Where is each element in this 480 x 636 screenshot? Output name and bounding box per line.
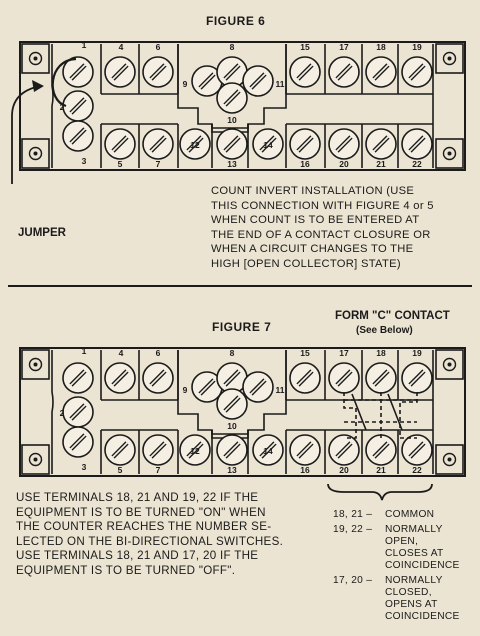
terminal-number: 18 [376,348,386,358]
screw-terminal [402,57,432,87]
screw-terminal [105,57,135,87]
screw-terminal [366,129,396,159]
mounting-hole-center [448,363,452,367]
figure-7-line: EQUIPMENT IS TO BE TURNED "OFF". [16,563,236,577]
screw-terminal [329,129,359,159]
screw-terminal [105,363,135,393]
terminal-number: 3 [81,462,87,472]
terminal-number: 19 [412,348,422,358]
terminal-number: 1 [81,346,87,356]
terminal-number: 9 [182,385,188,395]
board-rib [52,350,53,474]
terminal-number: 22 [412,465,422,475]
screw-terminal [217,83,247,113]
mounting-hole-center [34,458,38,462]
terminal-number: 3 [81,156,87,166]
screw-terminal [63,121,93,151]
screw-terminal [143,129,173,159]
terminal-number: 7 [155,465,161,475]
terminal-number: 21 [376,159,386,169]
terminal-number: 15 [300,42,310,52]
terminal-number: 17 [339,42,349,52]
screw-terminal [143,363,173,393]
terminal-number: 22 [412,159,422,169]
terminal-number: 8 [229,348,235,358]
figure-6-line: COUNT INVERT INSTALLATION (USE [211,185,415,197]
screw-terminal [217,435,247,465]
terminal-number: 9 [182,79,188,89]
screw-terminal [217,129,247,159]
terminal-number: 6 [155,348,161,358]
screw-terminal [329,435,359,465]
screw-terminal [217,389,247,419]
terminal-number: 14 [263,446,273,456]
terminal-number: 12 [190,140,200,150]
figure-6-title: FIGURE 6 [206,14,266,28]
screw-terminal [290,435,320,465]
legend-key: 18, 21 – [333,509,373,520]
figure-7-line: EQUIPMENT IS TO BE TURNED "ON" WHEN [16,505,266,519]
terminal-legend [333,509,460,626]
mounting-hole-center [34,363,38,367]
figure-6-line: HIGH [OPEN COLLECTOR] STATE) [211,257,401,270]
terminal-number: 11 [275,79,285,89]
screw-terminal [63,397,93,427]
screw-terminal [366,57,396,87]
terminal-number: 2 [59,408,65,418]
screw-terminal [366,363,396,393]
terminal-number: 10 [227,421,237,431]
figure-7-line: USE TERMINALS 18, 21 AND 17, 20 IF THE [16,549,259,563]
terminal-number: 21 [376,465,386,475]
terminal-number: 7 [155,159,161,169]
contact-wire [381,392,417,438]
jumper-arrowhead [32,80,44,92]
screw-terminal [243,66,273,96]
mounting-hole-center [448,57,452,61]
legend-brace [328,484,432,500]
figure-6-line: WHEN COUNT IS TO BE ENTERED AT [211,214,420,227]
legend-row [333,509,460,521]
terminal-number: 18 [376,42,386,52]
terminal-number: 16 [300,465,310,475]
figure-7-title: FIGURE 7 [212,320,272,334]
screw-terminal [143,57,173,87]
terminal-number: 13 [227,159,237,169]
figure-7-line: LECTED ON THE BI-DIRECTIONAL SWITCHES. [16,534,284,548]
terminal-number: 19 [412,42,422,52]
terminal-number: 4 [118,42,124,52]
terminal-number: 1 [81,40,87,50]
board-channel [101,400,433,434]
figure-6-description [211,184,434,272]
legend-row [333,575,460,623]
mounting-hole-center [448,152,452,156]
terminal-number: 16 [300,159,310,169]
terminal-number: 5 [117,465,123,475]
terminal-number: 15 [300,348,310,358]
screw-terminal [143,435,173,465]
form-c-contact-title: FORM "C" CONTACT [335,310,450,322]
mounting-hole-center [448,458,452,462]
legend-value: COMMON [385,509,435,520]
screw-terminal [63,91,93,121]
mounting-hole-center [34,57,38,61]
terminal-number: 12 [190,446,200,456]
figure-6-line: WHEN A CIRCUIT CHANGES TO THE [211,243,414,256]
terminal-number: 10 [227,115,237,125]
screw-terminal [366,435,396,465]
screw-terminal [105,435,135,465]
screw-terminal [402,435,432,465]
screw-terminal [290,363,320,393]
screw-terminal [290,57,320,87]
terminal-number: 5 [117,159,123,169]
mounting-hole-center [34,152,38,156]
legend-value: NORMALLY OPEN, CLOSES AT COINCIDENCE [385,524,460,571]
legend-key: 19, 22 – [333,524,373,535]
terminal-number: 20 [339,465,349,475]
terminal-number: 20 [339,159,349,169]
terminal-number: 8 [229,42,235,52]
legend-value: NORMALLY CLOSED, OPENS AT COINCIDENCE [385,575,460,622]
terminal-number: 17 [339,348,349,358]
screw-terminal [402,363,432,393]
terminal-number: 4 [118,348,124,358]
screw-terminal [105,129,135,159]
screw-terminal [329,57,359,87]
figure-6-line: THE END OF A CONTACT CLOSURE OR [211,228,431,241]
screw-terminal [290,129,320,159]
screw-terminal [63,427,93,457]
screw-terminal [63,363,93,393]
screw-terminal [402,129,432,159]
jumper-label: JUMPER [18,227,66,239]
terminal-number: 2 [59,102,65,112]
screw-terminal [329,363,359,393]
board-channel [101,94,433,128]
section-divider [8,285,472,287]
form-c-contact-subtitle: (See Below) [356,325,413,336]
board-rib [52,44,53,168]
terminal-number: 13 [227,465,237,475]
figure-7-description [16,491,283,579]
figure-7-line: THE COUNTER REACHES THE NUMBER SE- [16,520,272,534]
terminal-number: 11 [275,385,285,395]
screw-terminal [243,372,273,402]
figure-7-line: USE TERMINALS 18, 21 AND 19, 22 IF THE [16,491,259,504]
legend-key: 17, 20 – [333,575,373,586]
terminal-number: 6 [155,42,161,52]
legend-row [333,524,460,572]
figure-6-line: THIS CONNECTION WITH FIGURE 4 or 5 [211,199,434,212]
terminal-number: 14 [263,140,273,150]
